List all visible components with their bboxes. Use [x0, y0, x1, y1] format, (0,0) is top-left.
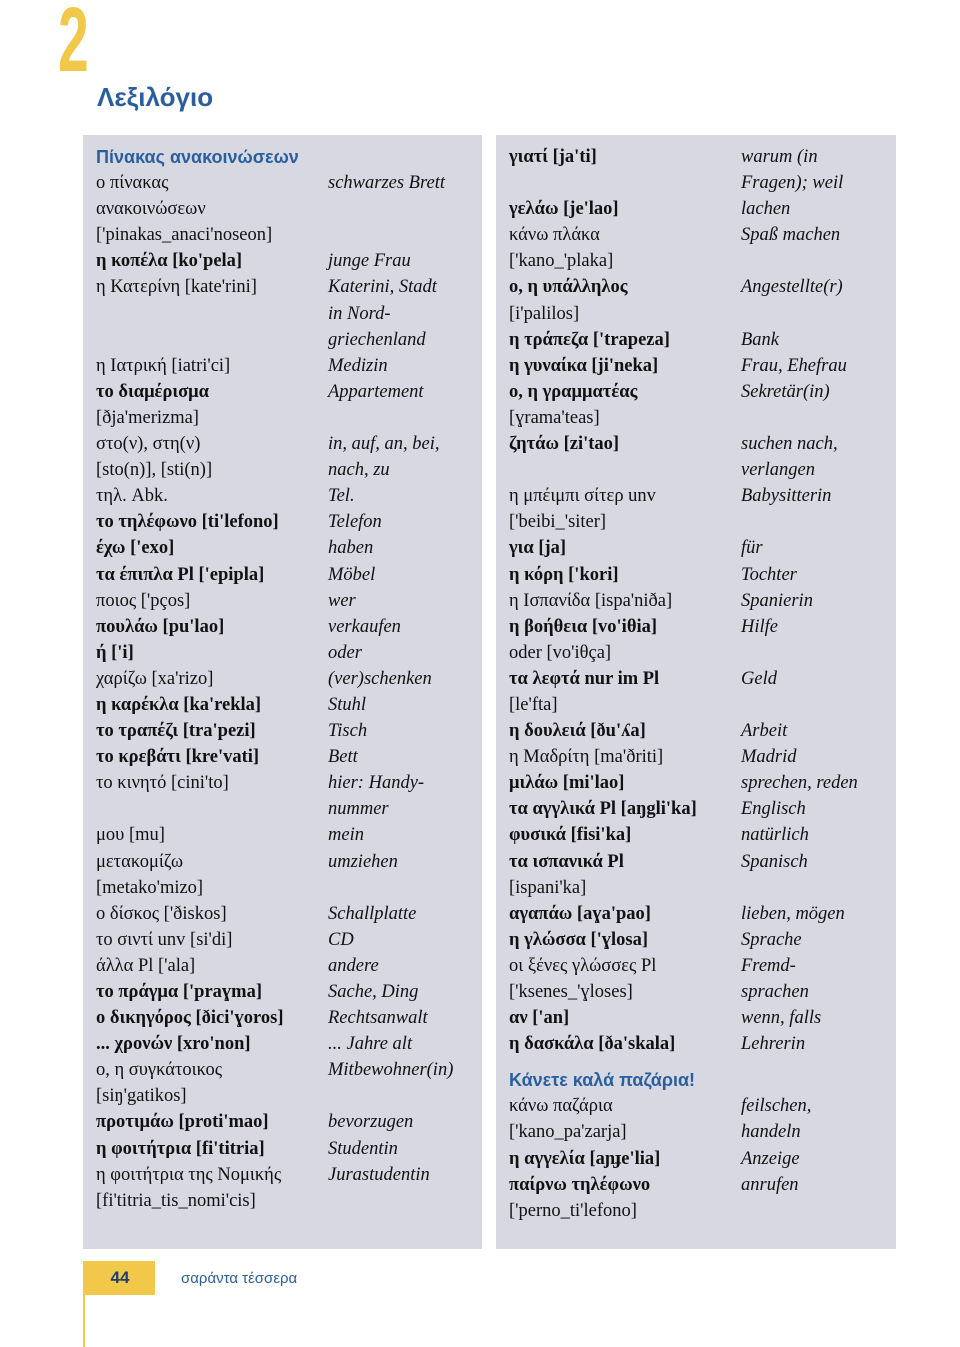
- vocab-entry: [509, 222, 899, 248]
- vocab-entry: [509, 457, 899, 483]
- vocab-entry: [509, 640, 899, 666]
- greek-term: ο, η υπάλληλος: [509, 277, 628, 298]
- greek-term: άλλα Pl ['ala]: [96, 955, 196, 976]
- greek-term: [ɣrama'teas]: [509, 407, 600, 428]
- vocab-entry: [509, 405, 899, 431]
- vocab-entry: [509, 1031, 899, 1057]
- greek-term: στο(ν), στη(ν): [96, 434, 201, 455]
- vocab-entry: [96, 822, 486, 848]
- greek-term: η τράπεζα ['trapeza]: [509, 329, 670, 350]
- german-translation: lachen: [741, 199, 791, 220]
- vocab-entry: [96, 849, 486, 875]
- vocab-entry: [96, 431, 486, 457]
- vocab-entry: [96, 457, 486, 483]
- vocab-entry: [509, 770, 899, 796]
- german-translation: feilschen,: [741, 1096, 812, 1117]
- page-number-words: σαράντα τέσσερα: [181, 1270, 298, 1287]
- vocab-entry: [509, 248, 899, 274]
- greek-term: μετακομίζω: [96, 851, 184, 872]
- greek-term: αν ['an]: [509, 1008, 570, 1029]
- german-translation: Katerini, Stadt: [328, 277, 437, 298]
- greek-term: φυσικά [fisi'ka]: [509, 825, 632, 846]
- greek-term: ['perno_ti'lefono]: [509, 1200, 637, 1221]
- german-translation: Rechtsanwalt: [328, 1008, 428, 1029]
- vocab-entry: [509, 431, 899, 457]
- german-translation: bevorzugen: [328, 1112, 414, 1133]
- vocab-entry: [96, 1136, 486, 1162]
- vocab-entry: [509, 692, 899, 718]
- greek-term: ζητάω [zi'tao]: [509, 434, 620, 455]
- german-translation: Geld: [741, 668, 777, 689]
- vocab-entry: [96, 875, 486, 901]
- greek-term: γιατί [ja'ti]: [509, 147, 597, 167]
- greek-term: oder [vo'iθça]: [509, 642, 612, 663]
- vocab-entry: [96, 1057, 486, 1083]
- vocab-entry: [509, 979, 899, 1005]
- german-translation: Lehrerin: [741, 1034, 806, 1055]
- german-translation: handeln: [741, 1122, 801, 1143]
- german-translation: Angestellte(r): [741, 277, 843, 298]
- vocab-entry: [509, 509, 899, 535]
- greek-term: ο δικηγόρος [ðici'ɣoros]: [96, 1008, 284, 1029]
- greek-term: το τραπέζι [tra'pezi]: [96, 721, 256, 742]
- german-translation: Stuhl: [328, 694, 367, 715]
- german-translation: (ver)schenken: [328, 668, 432, 689]
- german-translation: Babysitterin: [741, 486, 832, 507]
- greek-term: ο δίσκος ['ðiskos]: [96, 903, 227, 924]
- greek-term: τα ισπανικά Pl: [509, 851, 624, 872]
- greek-term: ['kano_pa'zarja]: [509, 1122, 627, 1143]
- vocab-entry: [509, 927, 899, 953]
- german-translation: Studentin: [328, 1138, 398, 1159]
- vocab-entry: [509, 535, 899, 561]
- vocab-entry: [509, 327, 899, 353]
- vocab-entry: [96, 927, 486, 953]
- greek-term: η δασκάλα [ða'skala]: [509, 1034, 676, 1055]
- greek-term: [metako'mizo]: [96, 877, 204, 898]
- greek-term: το κινητό [cini'to]: [96, 773, 229, 794]
- vocab-entry: [96, 1083, 486, 1109]
- greek-term: αγαπάω [aɣa'pao]: [509, 903, 651, 924]
- greek-term: μου [mu]: [96, 825, 165, 846]
- german-translation: verlangen: [741, 460, 815, 481]
- section-heading: Πίνακας ανακοινώσεων: [96, 147, 299, 167]
- vocab-entry: [509, 1172, 899, 1198]
- greek-term: το σιντί unv [si'di]: [96, 929, 233, 950]
- greek-term: γελάω [je'lao]: [509, 199, 619, 220]
- vocab-entry: [509, 196, 899, 222]
- german-translation: Telefon: [328, 512, 382, 533]
- greek-term: η κοπέλα [ko'pela]: [96, 251, 243, 272]
- german-translation: Spaß machen: [741, 225, 841, 246]
- vocab-entry: [96, 222, 486, 248]
- greek-term: [96, 796, 328, 822]
- greek-term: το πράγμα ['praɣma]: [96, 982, 262, 1002]
- vocab-entry: [96, 588, 486, 614]
- vocab-entry: [96, 614, 486, 640]
- german-translation: [741, 1198, 899, 1224]
- greek-term: ['pinakas_anaci'noseon]: [96, 225, 273, 246]
- german-translation: Bank: [741, 329, 780, 350]
- vocab-entry: [96, 901, 486, 927]
- german-translation: [328, 1083, 486, 1109]
- greek-term: η γυναίκα [ji'neka]: [509, 355, 659, 376]
- vocab-entry: [509, 796, 899, 822]
- greek-term: το κρεβάτι [kre'vati]: [96, 747, 260, 768]
- greek-term: οι ξένες γλώσσες Pl: [509, 955, 657, 976]
- german-translation: umziehen: [328, 851, 398, 872]
- german-translation: nach, zu: [328, 460, 390, 481]
- vocab-entry: [96, 666, 486, 692]
- german-translation: mein: [328, 825, 364, 846]
- greek-term: ποιος ['pços]: [96, 590, 191, 611]
- german-translation: schwarzes Brett: [328, 173, 445, 194]
- vocab-entry: [96, 1005, 486, 1031]
- greek-term: [siŋ'gatikos]: [96, 1086, 187, 1107]
- german-translation: warum (in: [741, 147, 818, 167]
- german-translation: in, auf, an, bei,: [328, 434, 440, 455]
- greek-term: [509, 457, 741, 483]
- german-translation: oder: [328, 642, 362, 663]
- vocab-entry: [96, 770, 486, 796]
- german-translation: [741, 405, 899, 431]
- german-translation: Mitbewohner(in): [328, 1060, 454, 1081]
- vocab-entry: [96, 353, 486, 379]
- greek-term: [i'palilos]: [509, 303, 580, 324]
- vocab-entry: [96, 1031, 486, 1057]
- german-translation: sprachen: [741, 982, 809, 1002]
- greek-term: [le'fta]: [509, 694, 558, 715]
- vocab-entry: [509, 588, 899, 614]
- greek-term: [509, 170, 741, 196]
- vocab-entry: [96, 796, 486, 822]
- vocab-entry: [96, 301, 486, 327]
- greek-term: ή ['i]: [96, 642, 134, 663]
- german-translation: hier: Handy-: [328, 773, 425, 794]
- greek-term: το τηλέφωνο [ti'lefono]: [96, 512, 279, 533]
- german-translation: [328, 405, 486, 431]
- vocab-entry: [509, 901, 899, 927]
- greek-term: ... χρονών [xro'non]: [96, 1034, 251, 1055]
- greek-term: [96, 327, 328, 353]
- greek-term: το διαμέρισμα: [96, 381, 209, 402]
- vocab-entry: [509, 144, 899, 170]
- page-title: Λεξιλόγιο: [97, 82, 214, 112]
- german-translation: Fremd-: [741, 955, 796, 976]
- german-translation: anrufen: [741, 1174, 799, 1195]
- vocab-entry: [96, 953, 486, 979]
- german-translation: natürlich: [741, 825, 809, 846]
- german-translation: lieben, mögen: [741, 903, 845, 924]
- chapter-number: 2: [58, 0, 88, 91]
- vocab-entry: [509, 562, 899, 588]
- greek-term: η καρέκλα [ka'rekla]: [96, 694, 262, 715]
- vocab-entry: [96, 509, 486, 535]
- vocab-entry: [96, 535, 486, 561]
- greek-term: ['beibi_'siter]: [509, 512, 607, 533]
- greek-term: κάνω παζάρια: [509, 1096, 613, 1117]
- vocab-entry: [509, 744, 899, 770]
- german-translation: Jurastudentin: [328, 1164, 430, 1185]
- german-translation: [328, 196, 486, 222]
- german-translation: Arbeit: [741, 721, 788, 742]
- vocab-entry: [96, 718, 486, 744]
- vocab-entry: [509, 614, 899, 640]
- vocab-entry: [96, 1162, 486, 1188]
- german-translation: Sache, Ding: [328, 982, 419, 1002]
- german-translation: Frau, Ehefrau: [741, 355, 847, 376]
- german-translation: Tochter: [741, 564, 797, 585]
- german-translation: Fragen); weil: [741, 173, 844, 194]
- greek-term: η γλώσσα ['ɣlosa]: [509, 929, 649, 950]
- greek-term: μιλάω [mi'lao]: [509, 773, 625, 794]
- german-translation: Spanisch: [741, 851, 808, 872]
- german-translation: [328, 222, 486, 248]
- german-translation: Anzeige: [741, 1148, 800, 1169]
- german-translation: Medizin: [328, 355, 388, 376]
- german-translation: in Nord-: [328, 303, 391, 324]
- vocab-entry: [509, 849, 899, 875]
- greek-term: ο πίνακας: [96, 173, 169, 194]
- vocab-entry: [509, 1005, 899, 1031]
- greek-term: η μπέιμπι σίτερ unv: [509, 486, 656, 507]
- greek-term: η δουλειά [ðu'ʎa]: [509, 721, 646, 742]
- german-translation: [328, 1188, 486, 1214]
- german-translation: Englisch: [741, 799, 806, 820]
- vocab-entry: [509, 1146, 899, 1172]
- vocab-entry: [509, 1093, 899, 1119]
- german-translation: Bett: [328, 747, 358, 768]
- german-translation: andere: [328, 955, 379, 976]
- greek-term: η κόρη ['kori]: [509, 564, 619, 585]
- german-translation: [741, 875, 899, 901]
- german-translation: für: [741, 538, 763, 559]
- vocab-entry: [96, 248, 486, 274]
- greek-term: η αγγελία [aɲɟe'lia]: [509, 1148, 661, 1169]
- german-translation: [741, 509, 899, 535]
- page-number: 44: [85, 1261, 155, 1295]
- german-translation: griechenland: [328, 329, 426, 350]
- greek-term: [fi'titria_tis_nomi'cis]: [96, 1190, 256, 1211]
- german-translation: Tel.: [328, 486, 355, 507]
- greek-term: τα λεφτά nur im Pl: [509, 668, 660, 689]
- vocab-entry: [509, 301, 899, 327]
- vocab-entry: [96, 692, 486, 718]
- vocab-entry: [509, 274, 899, 300]
- greek-term: για [ja]: [509, 538, 567, 559]
- vocab-entry: [96, 405, 486, 431]
- greek-term: πουλάω [pu'lao]: [96, 616, 225, 637]
- vocab-entry: [509, 353, 899, 379]
- greek-term: τα έπιπλα Pl ['epipla]: [96, 564, 265, 585]
- greek-term: παίρνω τηλέφωνο: [509, 1174, 651, 1195]
- vocab-entry: [509, 379, 899, 405]
- german-translation: wer: [328, 590, 356, 611]
- german-translation: Spanierin: [741, 590, 813, 611]
- vocab-entry: [96, 170, 486, 196]
- greek-term: η Ιατρική [iatri'ci]: [96, 355, 231, 376]
- greek-term: ανακοινώσεων: [96, 199, 206, 220]
- german-translation: sprechen, reden: [741, 773, 858, 794]
- greek-term: η φοιτήτρια της Νομικής: [96, 1164, 282, 1185]
- vocab-entry: [509, 170, 899, 196]
- greek-term: ο, η συγκάτοικος: [96, 1060, 223, 1081]
- german-translation: nummer: [328, 799, 389, 820]
- greek-term: έχω ['exo]: [96, 538, 175, 559]
- german-translation: Madrid: [741, 747, 797, 768]
- german-translation: haben: [328, 538, 374, 559]
- german-translation: verkaufen: [328, 616, 401, 637]
- german-translation: [741, 301, 899, 327]
- german-translation: Appartement: [328, 381, 424, 402]
- german-translation: [328, 875, 486, 901]
- german-translation: CD: [328, 929, 354, 950]
- vocab-entry: [96, 744, 486, 770]
- greek-term: τηλ. Abk.: [96, 486, 168, 507]
- vocab-entry: [509, 666, 899, 692]
- greek-term: η Κατερίνη [kate'rini]: [96, 277, 257, 298]
- german-translation: Sekretär(in): [741, 381, 830, 402]
- german-translation: [741, 248, 899, 274]
- greek-term: ['kano_'plaka]: [509, 251, 614, 272]
- german-translation: Hilfe: [741, 616, 778, 637]
- german-translation: Sprache: [741, 929, 802, 950]
- greek-term: χαρίζω [xa'rizo]: [96, 668, 214, 689]
- vocab-entry: [96, 327, 486, 353]
- greek-term: η Μαδρίτη [ma'ðriti]: [509, 747, 664, 768]
- greek-term: τα αγγλικά Pl [aŋgli'ka]: [509, 799, 697, 820]
- german-translation: wenn, falls: [741, 1008, 822, 1029]
- vocab-entry: [509, 822, 899, 848]
- greek-term: [ispani'ka]: [509, 877, 587, 898]
- greek-term: [sto(n)], [sti(n)]: [96, 460, 213, 481]
- vocabulary-column-left: [96, 144, 486, 1214]
- vocab-entry: [96, 1188, 486, 1214]
- german-translation: ... Jahre alt: [328, 1034, 413, 1055]
- vocab-entry: [509, 483, 899, 509]
- vocab-entry: [509, 953, 899, 979]
- vocab-entry: [509, 875, 899, 901]
- vocab-entry: [96, 1109, 486, 1135]
- greek-term: [ðja'merizma]: [96, 407, 199, 428]
- vocab-entry: [96, 196, 486, 222]
- section-gap: [509, 1057, 899, 1067]
- german-translation: suchen nach,: [741, 434, 838, 455]
- greek-term: [96, 301, 328, 327]
- vocab-entry: [509, 718, 899, 744]
- greek-term: ['ksenes_'ɣloses]: [509, 982, 633, 1002]
- greek-term: κάνω πλάκα: [509, 225, 600, 246]
- vocab-entry: [96, 274, 486, 300]
- vocab-entry: [96, 979, 486, 1005]
- greek-term: προτιμάω [proti'mao]: [96, 1112, 269, 1133]
- german-translation: Schallplatte: [328, 903, 417, 924]
- greek-term: η βοήθεια [vo'iθia]: [509, 616, 658, 637]
- vocab-entry: [96, 562, 486, 588]
- greek-term: ο, η γραμματέας: [509, 381, 638, 402]
- german-translation: Tisch: [328, 721, 368, 742]
- vocab-entry: [96, 483, 486, 509]
- vocabulary-column-right: [509, 144, 899, 1224]
- german-translation: junge Frau: [328, 251, 411, 272]
- greek-term: η φοιτήτρια [fi'titria]: [96, 1138, 265, 1159]
- vocab-entry: [509, 1198, 899, 1224]
- vocab-entry: [509, 1119, 899, 1145]
- greek-term: η Ισπανίδα [ispa'niða]: [509, 590, 673, 611]
- german-translation: [741, 692, 899, 718]
- vocab-entry: [96, 379, 486, 405]
- german-translation: Möbel: [328, 564, 376, 585]
- vocab-entry: [96, 640, 486, 666]
- german-translation: [741, 640, 899, 666]
- section-heading: Κάνετε καλά παζάρια!: [509, 1070, 696, 1091]
